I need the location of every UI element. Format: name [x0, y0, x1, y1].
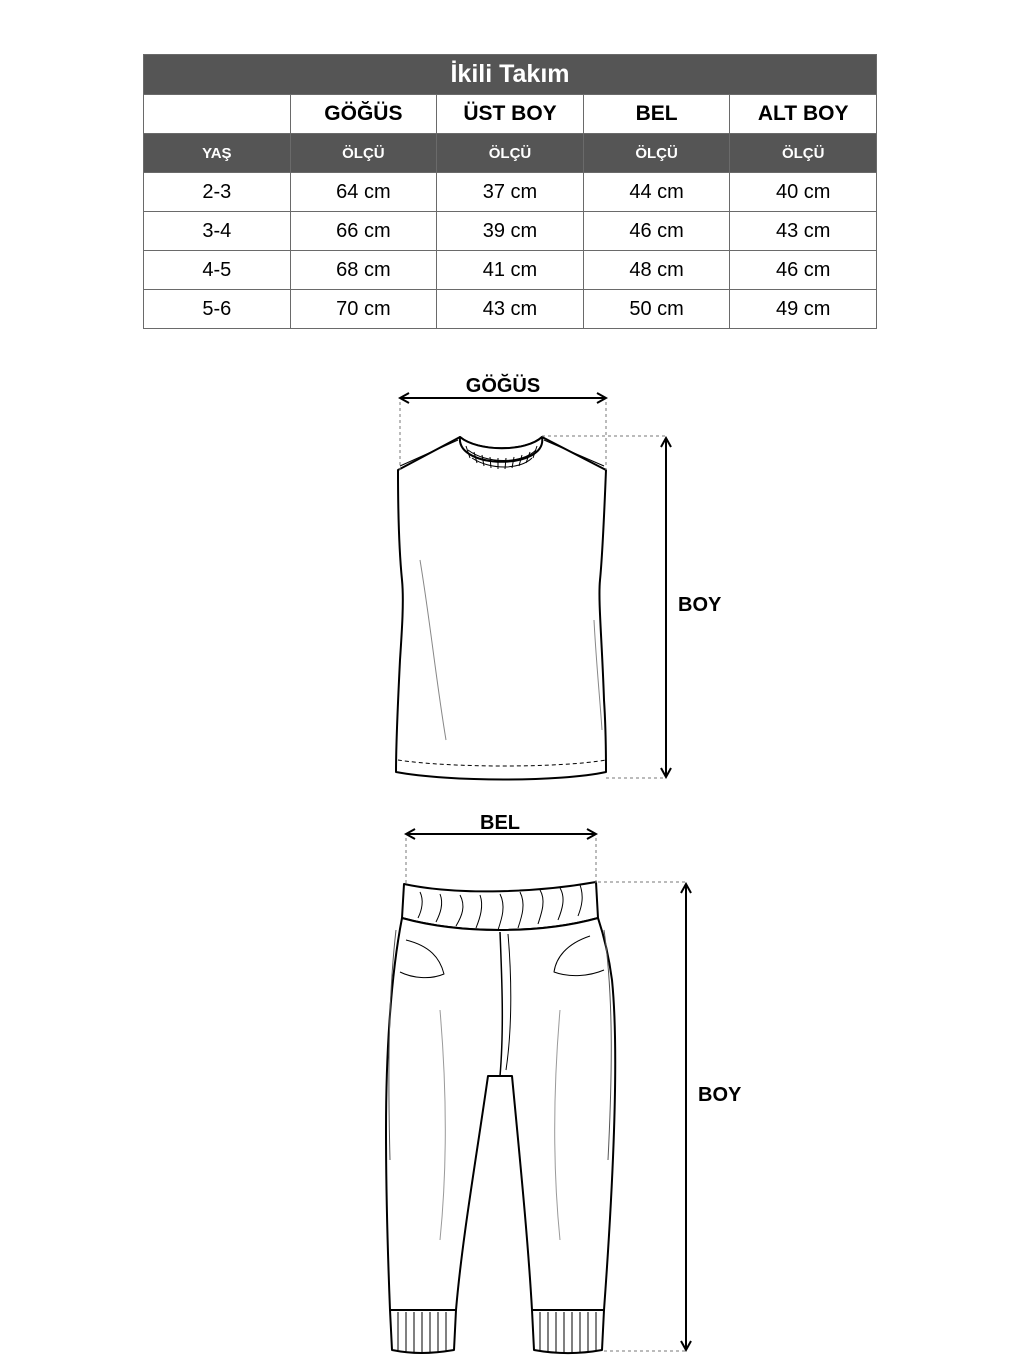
table-cell: 48 cm: [583, 251, 730, 290]
subheader-cell: ÖLÇÜ: [290, 134, 437, 173]
table-cell: 50 cm: [583, 290, 730, 329]
waist-label: BEL: [480, 812, 520, 834]
top-length-label: BOY: [678, 594, 722, 616]
table-cell: 44 cm: [583, 173, 730, 212]
table-cell: 5-6: [144, 290, 291, 329]
table-cell: 66 cm: [290, 212, 437, 251]
header-cell-gogus: GÖĞÜS: [290, 95, 437, 134]
table-cell: 43 cm: [730, 212, 877, 251]
waist-width-dimension: [406, 812, 596, 884]
subheader-cell-yas: YAŞ: [144, 134, 291, 173]
header-cell-ust-boy: ÜST BOY: [437, 95, 584, 134]
table-cell: 64 cm: [290, 173, 437, 212]
table-cell: 43 cm: [437, 290, 584, 329]
subheader-cell: ÖLÇÜ: [730, 134, 877, 173]
subheader-cell: ÖLÇÜ: [437, 134, 584, 173]
subheader-cell: ÖLÇÜ: [583, 134, 730, 173]
table-cell: 46 cm: [583, 212, 730, 251]
pants-length-dimension: [598, 882, 742, 1351]
tank-top-illustration: [396, 437, 606, 780]
table-cell: 2-3: [144, 173, 291, 212]
table-cell: 46 cm: [730, 251, 877, 290]
header-cell-alt-boy: ALT BOY: [730, 95, 877, 134]
table-cell: 41 cm: [437, 251, 584, 290]
chest-label: GÖĞÜS: [465, 375, 541, 397]
pants-length-label: BOY: [698, 1084, 742, 1106]
jogger-pants-illustration: [386, 882, 615, 1353]
table-cell: 68 cm: [290, 251, 437, 290]
table-cell: 4-5: [144, 251, 291, 290]
table-cell: 37 cm: [437, 173, 584, 212]
header-cell-bel: BEL: [583, 95, 730, 134]
table-cell: 40 cm: [730, 173, 877, 212]
table-cell: 39 cm: [437, 212, 584, 251]
table-cell: 70 cm: [290, 290, 437, 329]
table-cell: 3-4: [144, 212, 291, 251]
table-cell: 49 cm: [730, 290, 877, 329]
table-title: İkili Takım: [144, 55, 877, 95]
